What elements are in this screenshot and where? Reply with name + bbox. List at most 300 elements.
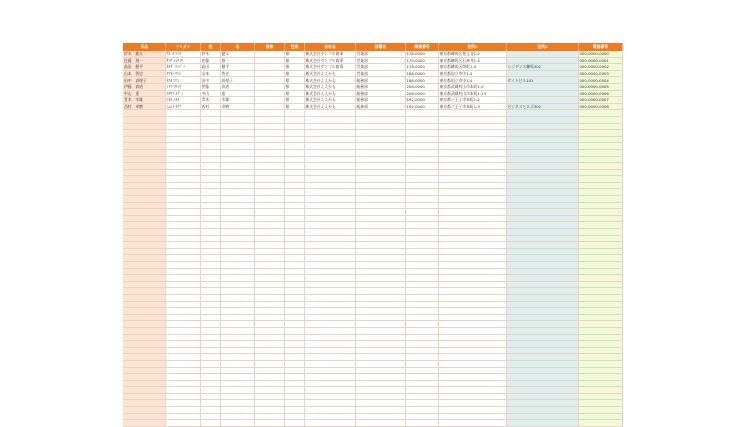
empty-cell[interactable] [506,301,578,308]
empty-cell[interactable] [123,374,165,381]
empty-cell[interactable] [405,130,438,137]
empty-cell[interactable] [123,209,165,216]
empty-cell[interactable] [254,393,284,400]
empty-cell[interactable] [220,380,254,387]
empty-cell[interactable] [304,387,355,394]
empty-cell[interactable] [304,347,355,354]
empty-cell[interactable] [578,321,622,328]
table-cell[interactable]: 西村 卓磨 [123,103,165,110]
column-header[interactable]: 会社名 [304,43,355,51]
table-cell[interactable] [254,57,284,64]
empty-cell[interactable] [304,156,355,163]
empty-cell[interactable] [304,393,355,400]
table-cell[interactable] [506,83,578,90]
empty-cell[interactable] [355,367,405,374]
empty-cell[interactable] [200,202,220,209]
empty-cell[interactable] [355,123,405,130]
empty-cell[interactable] [405,407,438,414]
empty-cell[interactable] [405,196,438,203]
empty-cell[interactable] [284,235,304,242]
empty-cell[interactable] [200,367,220,374]
empty-cell[interactable] [123,136,165,143]
empty-cell[interactable] [200,294,220,301]
empty-cell[interactable] [405,420,438,427]
empty-cell[interactable] [438,374,506,381]
empty-cell[interactable] [506,347,578,354]
empty-cell[interactable] [304,262,355,269]
table-cell[interactable]: 000-0000-0003 [578,70,622,77]
empty-cell[interactable] [220,182,254,189]
empty-cell[interactable] [200,169,220,176]
empty-cell[interactable] [438,420,506,427]
empty-cell[interactable] [438,288,506,295]
empty-cell[interactable] [165,169,200,176]
empty-cell[interactable] [578,367,622,374]
empty-cell[interactable] [254,143,284,150]
empty-cell[interactable] [254,387,284,394]
empty-cell[interactable] [578,149,622,156]
empty-cell[interactable] [405,123,438,130]
empty-cell[interactable] [123,420,165,427]
empty-cell[interactable] [254,156,284,163]
empty-cell[interactable] [405,248,438,255]
empty-cell[interactable] [304,222,355,229]
table-cell[interactable]: ｽｽﾞｷ ｹﾝﾀ [165,51,200,57]
empty-cell[interactable] [438,367,506,374]
empty-cell[interactable] [438,242,506,249]
empty-cell[interactable] [284,314,304,321]
empty-cell[interactable] [438,341,506,348]
empty-cell[interactable] [578,242,622,249]
empty-cell[interactable] [438,380,506,387]
table-cell[interactable]: 中山 [200,90,220,97]
empty-cell[interactable] [220,341,254,348]
table-cell[interactable]: 000-0000-0005 [578,83,622,90]
empty-cell[interactable] [220,400,254,407]
empty-cell[interactable] [123,202,165,209]
empty-cell[interactable] [254,367,284,374]
empty-cell[interactable] [355,116,405,123]
empty-cell[interactable] [355,149,405,156]
empty-cell[interactable] [405,413,438,420]
empty-cell[interactable] [304,143,355,150]
empty-cell[interactable] [355,380,405,387]
empty-cell[interactable] [405,143,438,150]
empty-cell[interactable] [220,110,254,117]
empty-cell[interactable] [200,222,220,229]
empty-cell[interactable] [506,202,578,209]
empty-cell[interactable] [200,176,220,183]
empty-cell[interactable] [254,176,284,183]
empty-cell[interactable] [438,281,506,288]
table-cell[interactable]: 総務部 [355,90,405,97]
empty-cell[interactable] [355,314,405,321]
empty-cell[interactable] [304,400,355,407]
table-cell[interactable]: 青木 幸雄 [123,97,165,104]
empty-cell[interactable] [123,235,165,242]
empty-cell[interactable] [284,367,304,374]
empty-cell[interactable] [438,354,506,361]
empty-cell[interactable] [304,327,355,334]
empty-cell[interactable] [506,242,578,249]
empty-cell[interactable] [123,116,165,123]
empty-cell[interactable] [438,176,506,183]
empty-cell[interactable] [405,222,438,229]
empty-cell[interactable] [254,235,284,242]
empty-cell[interactable] [506,281,578,288]
empty-cell[interactable] [220,169,254,176]
empty-cell[interactable] [438,136,506,143]
empty-cell[interactable] [123,110,165,117]
empty-cell[interactable] [304,288,355,295]
empty-cell[interactable] [165,387,200,394]
table-cell[interactable]: 186-0000 [405,77,438,84]
empty-cell[interactable] [506,196,578,203]
empty-cell[interactable] [165,308,200,315]
empty-cell[interactable] [254,268,284,275]
empty-cell[interactable] [200,130,220,137]
empty-cell[interactable] [200,196,220,203]
table-cell[interactable]: 000-0000-0007 [578,97,622,104]
empty-cell[interactable] [578,196,622,203]
table-cell[interactable]: ﾆｼﾑﾗ ﾀｸﾏ [165,103,200,110]
empty-cell[interactable] [284,169,304,176]
empty-cell[interactable] [123,176,165,183]
empty-cell[interactable] [200,149,220,156]
empty-cell[interactable] [304,116,355,123]
empty-cell[interactable] [506,393,578,400]
empty-cell[interactable] [220,321,254,328]
empty-cell[interactable] [284,354,304,361]
empty-cell[interactable] [165,367,200,374]
empty-cell[interactable] [438,110,506,117]
empty-cell[interactable] [123,334,165,341]
empty-cell[interactable] [123,354,165,361]
table-cell[interactable] [506,70,578,77]
table-cell[interactable]: 真道 [220,83,254,90]
empty-cell[interactable] [506,380,578,387]
empty-cell[interactable] [405,327,438,334]
empty-cell[interactable] [123,169,165,176]
table-cell[interactable]: 鈴木 [200,51,220,57]
empty-cell[interactable] [123,308,165,315]
empty-cell[interactable] [405,354,438,361]
table-cell[interactable]: ﾔﾏﾓﾄ ｻﾄｼ [165,70,200,77]
empty-cell[interactable] [200,163,220,170]
empty-cell[interactable] [304,275,355,282]
empty-cell[interactable] [506,308,578,315]
empty-cell[interactable] [200,268,220,275]
table-cell[interactable]: 様 [284,57,304,64]
empty-cell[interactable] [355,400,405,407]
table-cell[interactable]: 東京都国立市中1-4 [438,77,506,84]
table-cell[interactable]: 192-0000 [405,103,438,110]
empty-cell[interactable] [405,215,438,222]
empty-cell[interactable] [506,182,578,189]
empty-cell[interactable] [220,413,254,420]
table-cell[interactable]: 東京都武蔵村山市本町1-5 [438,83,506,90]
empty-cell[interactable] [165,262,200,269]
empty-cell[interactable] [304,308,355,315]
empty-cell[interactable] [123,222,165,229]
empty-cell[interactable] [200,413,220,420]
table-cell[interactable]: サイトビル101 [506,77,578,84]
empty-cell[interactable] [284,262,304,269]
empty-cell[interactable] [355,262,405,269]
table-cell[interactable]: 伊藤 [200,83,220,90]
empty-cell[interactable] [254,229,284,236]
empty-cell[interactable] [355,275,405,282]
empty-cell[interactable] [506,360,578,367]
table-cell[interactable]: ﾅｶﾔﾏ ﾒｸﾞﾐ [165,90,200,97]
empty-cell[interactable] [438,360,506,367]
table-cell[interactable]: 営業部 [355,51,405,57]
empty-cell[interactable] [165,294,200,301]
empty-cell[interactable] [165,321,200,328]
table-cell[interactable]: 様 [284,90,304,97]
empty-cell[interactable] [123,400,165,407]
empty-cell[interactable] [578,209,622,216]
empty-cell[interactable] [578,248,622,255]
empty-cell[interactable] [165,215,200,222]
empty-cell[interactable] [284,136,304,143]
empty-cell[interactable] [304,176,355,183]
empty-cell[interactable] [506,367,578,374]
empty-cell[interactable] [254,130,284,137]
empty-cell[interactable] [254,136,284,143]
empty-cell[interactable] [254,360,284,367]
empty-cell[interactable] [284,163,304,170]
empty-cell[interactable] [578,413,622,420]
empty-cell[interactable] [254,116,284,123]
empty-cell[interactable] [123,262,165,269]
empty-cell[interactable] [220,268,254,275]
empty-cell[interactable] [438,321,506,328]
empty-cell[interactable] [165,116,200,123]
empty-cell[interactable] [578,380,622,387]
empty-cell[interactable] [220,275,254,282]
empty-cell[interactable] [578,275,622,282]
empty-cell[interactable] [200,321,220,328]
empty-cell[interactable] [200,407,220,414]
table-cell[interactable]: ﾀﾅｶ ﾏﾘｺ [165,77,200,84]
empty-cell[interactable] [304,374,355,381]
empty-cell[interactable] [506,420,578,427]
empty-cell[interactable] [506,248,578,255]
empty-cell[interactable] [284,116,304,123]
empty-cell[interactable] [284,380,304,387]
empty-cell[interactable] [284,387,304,394]
empty-cell[interactable] [254,275,284,282]
empty-cell[interactable] [220,387,254,394]
empty-cell[interactable] [578,294,622,301]
table-cell[interactable] [506,90,578,97]
empty-cell[interactable] [220,163,254,170]
empty-cell[interactable] [200,116,220,123]
empty-cell[interactable] [165,235,200,242]
column-header[interactable]: フリガナ [165,43,200,51]
empty-cell[interactable] [355,182,405,189]
empty-cell[interactable] [200,123,220,130]
table-cell[interactable]: 営業部 [355,70,405,77]
empty-cell[interactable] [405,235,438,242]
empty-cell[interactable] [506,130,578,137]
empty-cell[interactable] [200,136,220,143]
empty-cell[interactable] [438,262,506,269]
empty-cell[interactable] [304,321,355,328]
empty-cell[interactable] [355,196,405,203]
empty-cell[interactable] [506,169,578,176]
empty-cell[interactable] [355,420,405,427]
empty-cell[interactable] [578,123,622,130]
empty-cell[interactable] [220,301,254,308]
column-header[interactable]: 部署名 [355,43,405,51]
table-cell[interactable]: 株式会社ええかも [304,97,355,104]
empty-cell[interactable] [165,176,200,183]
table-cell[interactable] [254,77,284,84]
empty-cell[interactable] [284,407,304,414]
table-cell[interactable] [254,103,284,110]
empty-cell[interactable] [254,288,284,295]
table-cell[interactable]: 佐藤 翔一 [123,57,165,64]
empty-cell[interactable] [123,268,165,275]
empty-cell[interactable] [123,341,165,348]
empty-cell[interactable] [220,222,254,229]
empty-cell[interactable] [304,248,355,255]
empty-cell[interactable] [220,136,254,143]
empty-cell[interactable] [220,143,254,150]
empty-cell[interactable] [355,248,405,255]
empty-cell[interactable] [438,130,506,137]
empty-cell[interactable] [284,149,304,156]
empty-cell[interactable] [578,354,622,361]
empty-cell[interactable] [578,393,622,400]
empty-cell[interactable] [355,288,405,295]
empty-cell[interactable] [284,110,304,117]
empty-cell[interactable] [165,268,200,275]
empty-cell[interactable] [578,182,622,189]
empty-cell[interactable] [200,281,220,288]
empty-cell[interactable] [438,222,506,229]
empty-cell[interactable] [165,189,200,196]
empty-cell[interactable] [304,229,355,236]
empty-cell[interactable] [304,413,355,420]
empty-cell[interactable] [304,123,355,130]
table-cell[interactable]: ｻﾄｳ ｼｮｳｲﾁ [165,57,200,64]
empty-cell[interactable] [438,255,506,262]
table-cell[interactable]: 192-0000 [405,97,438,104]
empty-cell[interactable] [304,196,355,203]
empty-cell[interactable] [355,215,405,222]
empty-cell[interactable] [304,163,355,170]
table-cell[interactable]: 000-0000-0008 [578,103,622,110]
empty-cell[interactable] [254,308,284,315]
empty-cell[interactable] [200,380,220,387]
empty-cell[interactable] [200,288,220,295]
empty-cell[interactable] [405,110,438,117]
empty-cell[interactable] [355,347,405,354]
empty-cell[interactable] [220,294,254,301]
empty-cell[interactable] [254,294,284,301]
empty-cell[interactable] [438,275,506,282]
empty-cell[interactable] [220,393,254,400]
empty-cell[interactable] [355,341,405,348]
empty-cell[interactable] [220,360,254,367]
empty-cell[interactable] [165,242,200,249]
empty-cell[interactable] [355,235,405,242]
empty-cell[interactable] [123,314,165,321]
empty-cell[interactable] [438,215,506,222]
table-cell[interactable]: 東京都国立市中1-4 [438,70,506,77]
empty-cell[interactable] [355,374,405,381]
empty-cell[interactable] [304,130,355,137]
empty-cell[interactable] [506,163,578,170]
empty-cell[interactable] [578,222,622,229]
empty-cell[interactable] [438,248,506,255]
empty-cell[interactable] [123,156,165,163]
table-cell[interactable]: 健太 [220,51,254,57]
empty-cell[interactable] [220,189,254,196]
empty-cell[interactable] [254,149,284,156]
empty-cell[interactable] [284,288,304,295]
empty-cell[interactable] [254,327,284,334]
empty-cell[interactable] [405,334,438,341]
empty-cell[interactable] [200,327,220,334]
column-header[interactable]: 氏名 [123,43,165,51]
empty-cell[interactable] [405,202,438,209]
empty-cell[interactable] [220,314,254,321]
empty-cell[interactable] [355,255,405,262]
empty-cell[interactable] [304,242,355,249]
empty-cell[interactable] [355,407,405,414]
empty-cell[interactable] [284,393,304,400]
empty-cell[interactable] [220,420,254,427]
table-cell[interactable]: 株式会社サンプル商事 [304,51,355,57]
empty-cell[interactable] [578,288,622,295]
empty-cell[interactable] [438,334,506,341]
empty-cell[interactable] [405,294,438,301]
empty-cell[interactable] [165,182,200,189]
empty-cell[interactable] [578,163,622,170]
empty-cell[interactable] [506,314,578,321]
table-cell[interactable]: 208-0000 [405,90,438,97]
empty-cell[interactable] [405,393,438,400]
table-cell[interactable]: 様 [284,51,304,57]
empty-cell[interactable] [438,347,506,354]
empty-cell[interactable] [304,255,355,262]
empty-cell[interactable] [123,301,165,308]
table-cell[interactable]: 株式会社ええかも [304,77,355,84]
empty-cell[interactable] [304,420,355,427]
empty-cell[interactable] [220,215,254,222]
empty-cell[interactable] [165,248,200,255]
empty-cell[interactable] [355,294,405,301]
empty-cell[interactable] [284,209,304,216]
empty-cell[interactable] [165,301,200,308]
empty-cell[interactable] [438,209,506,216]
table-cell[interactable]: 山本 [200,70,220,77]
table-cell[interactable]: 東京都武蔵村山市本町1-13 [438,90,506,97]
empty-cell[interactable] [165,136,200,143]
empty-cell[interactable] [355,143,405,150]
empty-cell[interactable] [284,248,304,255]
empty-cell[interactable] [220,202,254,209]
empty-cell[interactable] [506,275,578,282]
empty-cell[interactable] [355,354,405,361]
empty-cell[interactable] [405,321,438,328]
empty-cell[interactable] [405,301,438,308]
empty-cell[interactable] [405,341,438,348]
